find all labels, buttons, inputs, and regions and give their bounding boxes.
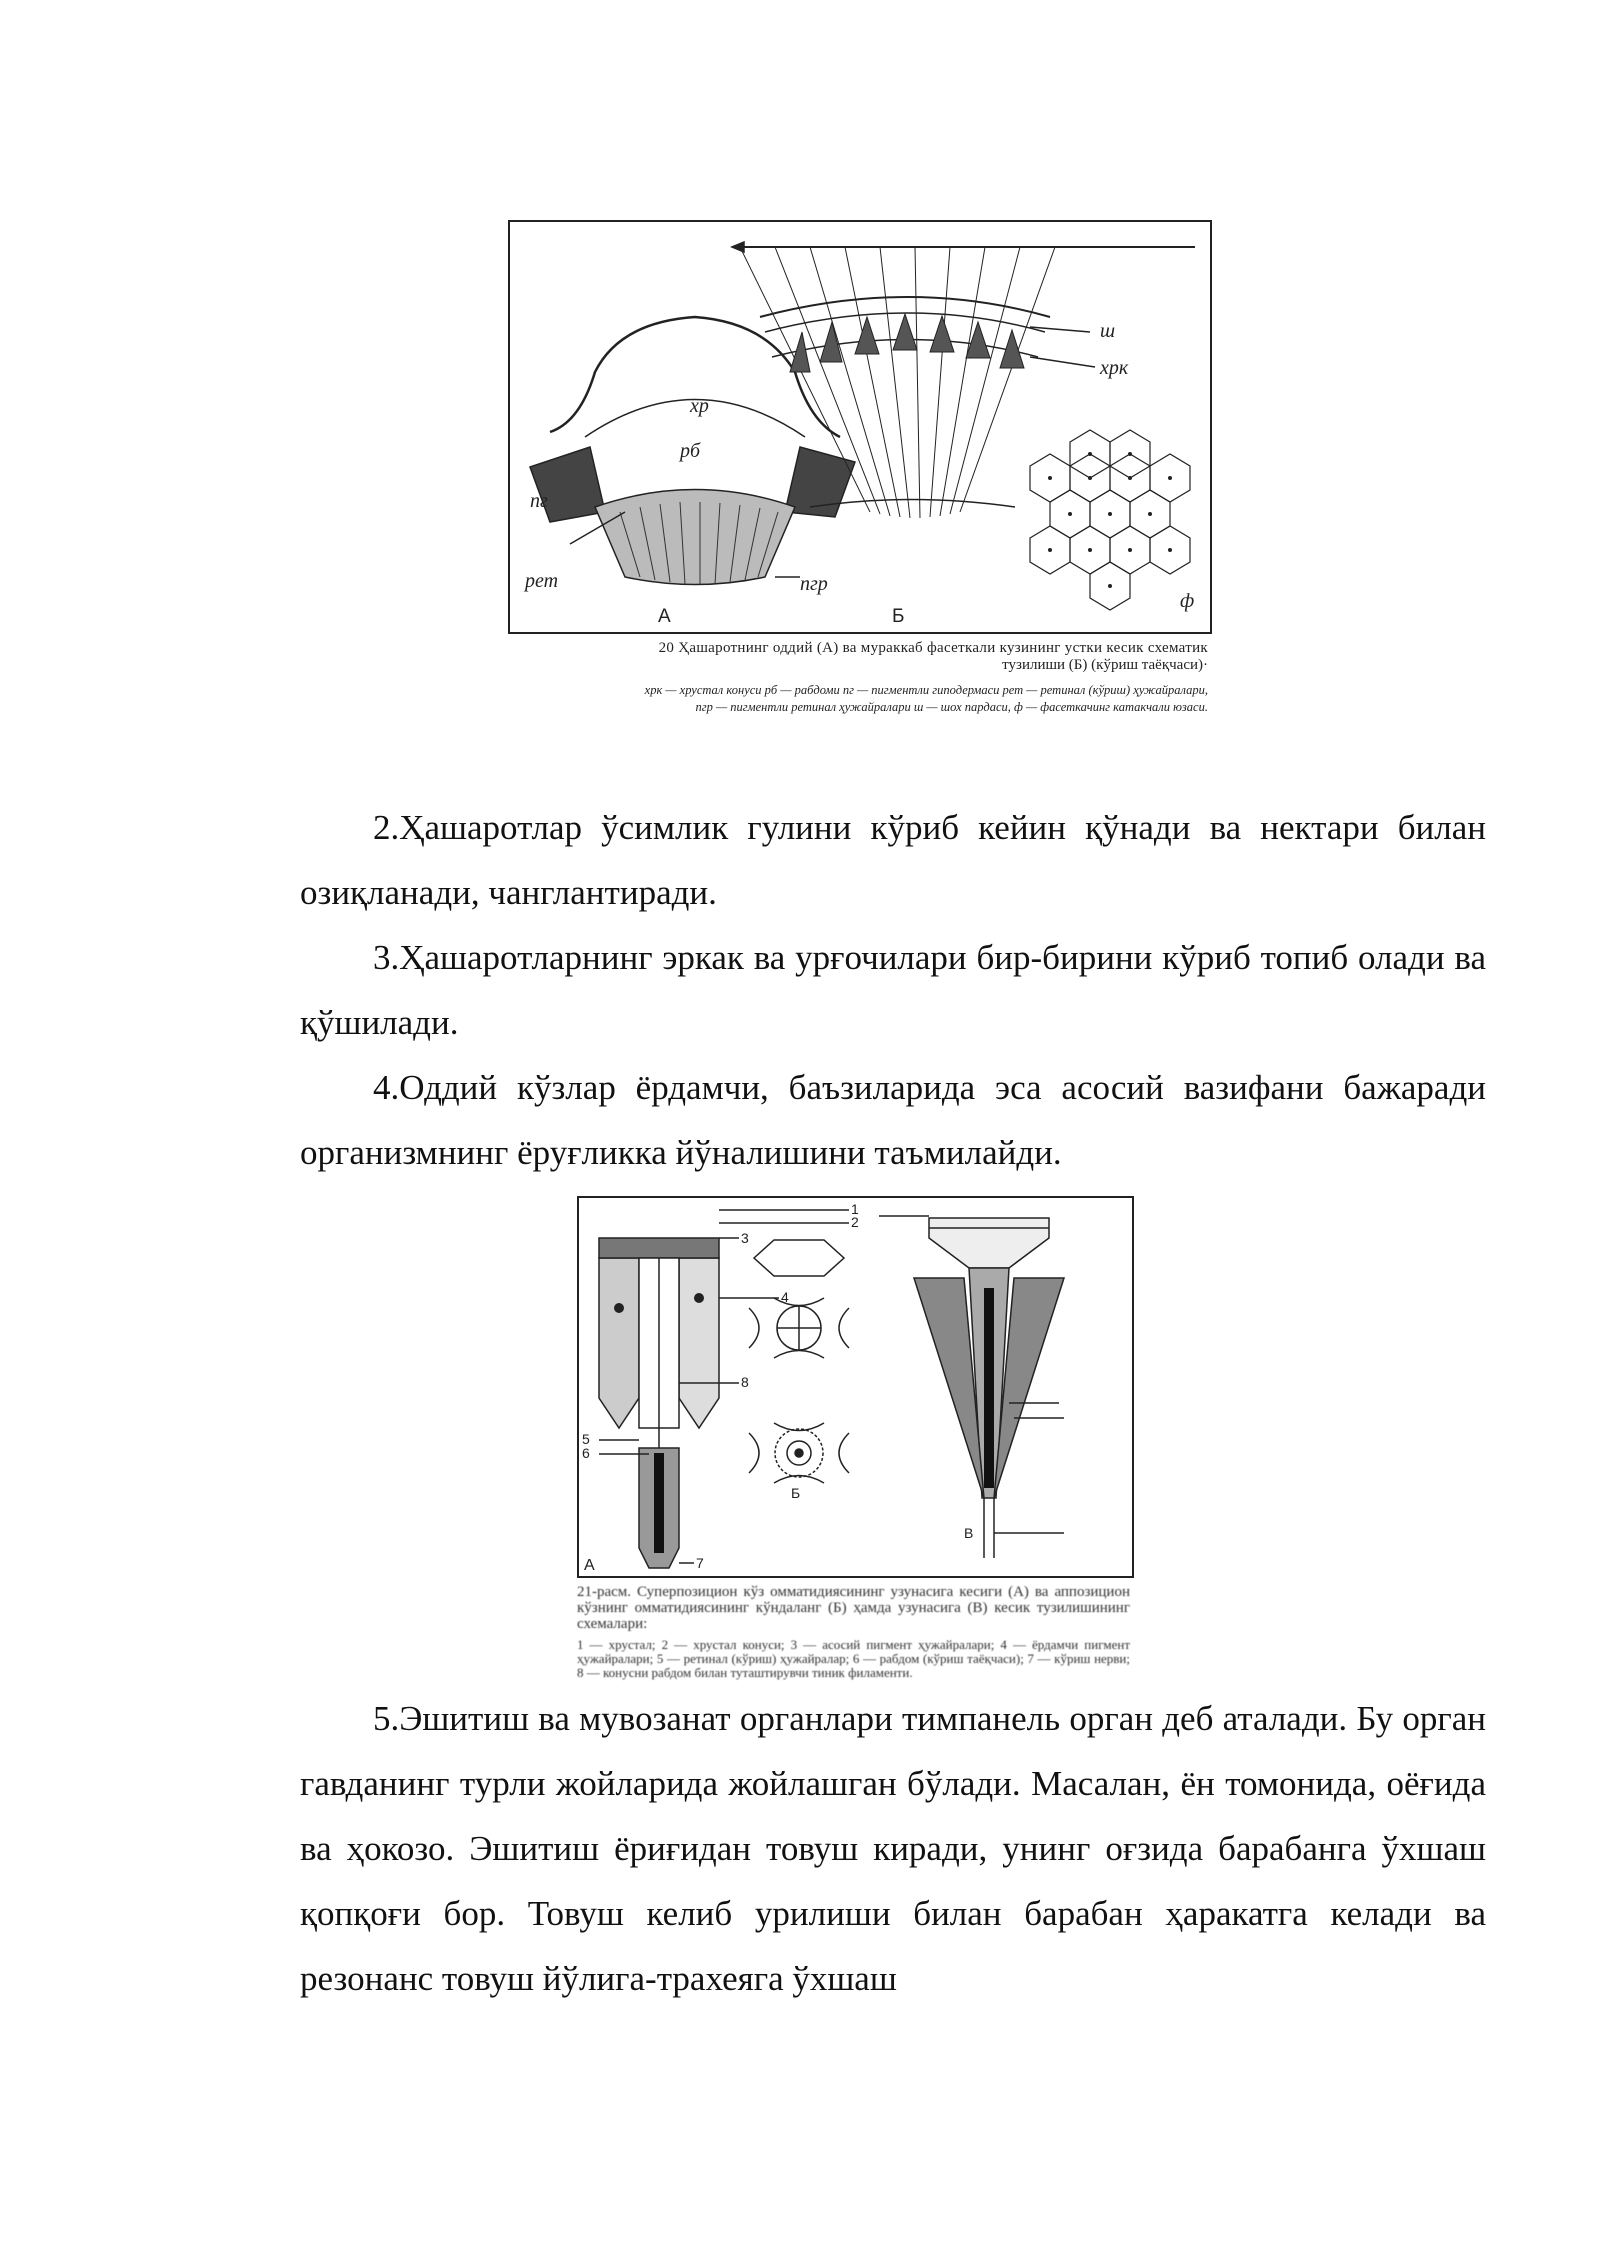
- label-A: А: [658, 606, 671, 627]
- simple-eye-cuticle: [550, 317, 840, 437]
- label-8: 8: [741, 1374, 749, 1390]
- label-5: 5: [582, 1431, 590, 1447]
- label-rb: рб: [680, 440, 701, 462]
- paragraph-3: 3.Ҳашаротларнинг эркак ва урғочилари бир-бирини кўриб топиб олади ва қўшилади.: [300, 938, 1486, 1042]
- label-hrk: хрк: [1100, 357, 1129, 379]
- ommatidium-illustration: [579, 1198, 1132, 1576]
- label-2: 2: [851, 1214, 859, 1230]
- figure2-caption-legend: 1 — хрустал; 2 — хрустал конуси; 3 — асосий пигмент ҳужайралари; 4 — ёрдамчи пигмент ҳужайралари; 5 — ретинал (кўриш) ҳужайралар; 6 — рабдом (кўриш таёқчаси); 7 — кўриш нерви; 8 — конусни рабдом билан туташтирувчи тиник филаменти.: [577, 1637, 1130, 1680]
- label-B: Б: [791, 1485, 801, 1501]
- figure2-caption-title: 21-расм. Суперпозицион кўз омматидиясининг узунасига кесиги (А) ва аппозицион кўзнинг омматидиясининг кўндаланг (Б) ҳамда узунасига (В) кесик тузилишининг схемалари:: [577, 1584, 1130, 1632]
- label-pgr: пгр: [800, 573, 828, 595]
- figure-ommatidium-diagram: [577, 1196, 1134, 1578]
- figure2-caption: [577, 1584, 1130, 1680]
- label-1: 1: [851, 1201, 859, 1217]
- eye-schematic-illustration: [510, 222, 1210, 632]
- paragraph-5: 5.Эшитиш ва мувозанат органлари тимпанель орган деб аталади. Бу орган гавданинг турли жойларида жойлашган бўлади. Масалан, ён томонида, оёғида ва ҳокозо. Эшитиш ёриғидан товуш киради, унинг оғзида барабанга ўхшаш қопқоғи бор. Товуш келиб урилиши билан барабан ҳаракатга келади ва резонанс товуш йўлига-трахеяга ўхшаш: [300, 1699, 1486, 1998]
- paragraph-2: 2.Ҳашаротлар ўсимлик гулини кўриб кейин қўнади ва нектари билан озиқланади, чанглантиради.: [300, 808, 1486, 912]
- label-7: 7: [696, 1555, 704, 1571]
- figure1-caption: [508, 640, 1208, 716]
- label-pg: пг: [530, 490, 548, 512]
- facet-hexagon-grid: [1030, 430, 1190, 610]
- label-hr: хр: [690, 395, 709, 417]
- text-block-2: [300, 1686, 1486, 2011]
- hexagon-cross-section: [754, 1240, 844, 1276]
- label-sh: ш: [1100, 320, 1116, 342]
- label-6: 6: [582, 1445, 590, 1461]
- figure-eye-diagram-1: [508, 220, 1212, 634]
- retina-body: [595, 490, 795, 585]
- paragraph-4: 4.Оддий кўзлар ёрдамчи, баъзиларида эса асосий вазифани бажаради организмнинг ёруғликка йўналишини таъмилайди.: [300, 1068, 1486, 1172]
- label-B: Б: [892, 606, 905, 627]
- figure1-caption-subtitle: тузилиши (Б) (кўриш таёқчаси)·: [1002, 657, 1208, 673]
- figure1-caption-title: 20 Ҳашаротнинг оддий (А) ва мураккаб фасеткали кузининг устки кесик схематик: [658, 640, 1208, 656]
- label-V: В: [964, 1525, 974, 1541]
- label-4: 4: [781, 1289, 789, 1305]
- label-f: ф: [1180, 590, 1195, 612]
- figure1-caption-legend-1: хрк — хрустал конуси рб — рабдоми пг — пигментли гиподермаси рет — ретинал (кўриш) ҳужайралари,: [644, 683, 1208, 697]
- label-ret: рет: [525, 570, 559, 592]
- label-A: А: [584, 1557, 595, 1574]
- label-3: 3: [741, 1230, 749, 1246]
- figure1-caption-legend-2: пгр — пигментли ретинал ҳужайралари ш — шох пардаси, ф — фасеткачинг катакчали юзаси.: [695, 700, 1208, 714]
- text-block-1: [300, 795, 1486, 1185]
